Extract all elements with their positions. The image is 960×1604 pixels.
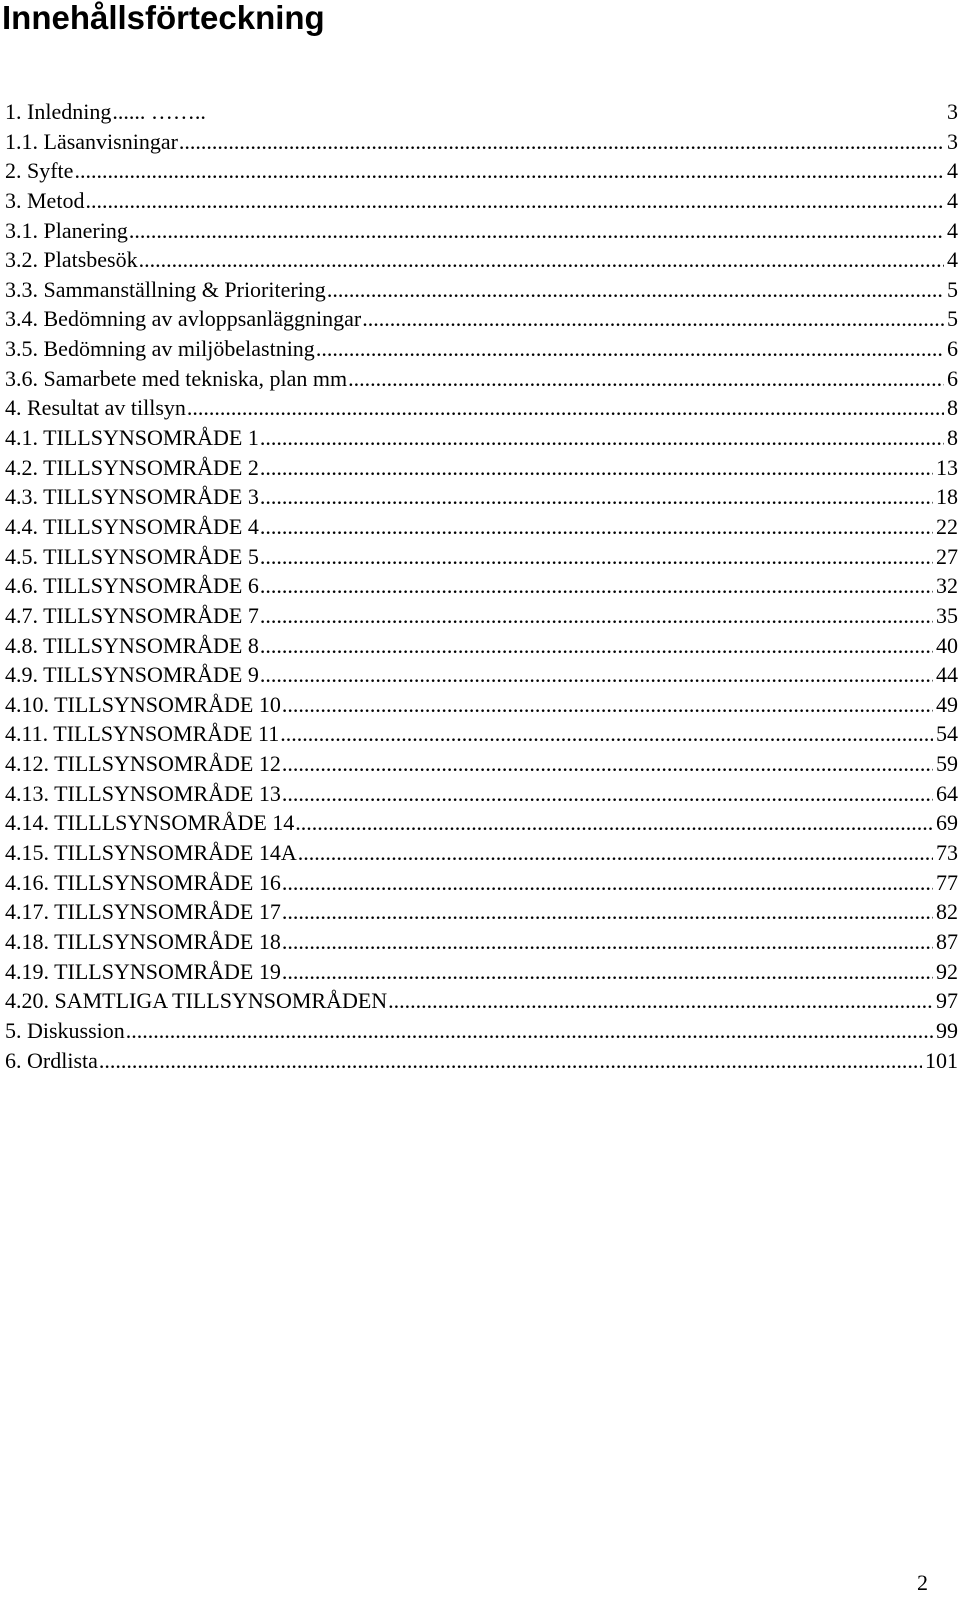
toc-entry-page: 54 [936,721,958,747]
toc-entry-label: 4.5. TILLSYNSOMRÅDE 5 [5,543,259,569]
toc-entry-leader [126,1016,933,1046]
toc-entry-label: 4.1. TILLSYNSOMRÅDE 1 [5,425,259,451]
toc-entry[interactable] [5,719,958,749]
toc-entry-label: 4.12. TILLSYNSOMRÅDE 12 [5,751,281,777]
toc-entry[interactable] [5,838,958,868]
toc-entry-page: 4 [947,158,958,184]
toc-entry-page: 35 [936,602,958,628]
toc-entry-leader [282,868,933,898]
toc-entry[interactable] [5,690,958,720]
toc-entry-label: 3. Metod [5,187,85,213]
toc-entry-label: 4.13. TILLSYNSOMRÅDE 13 [5,780,281,806]
toc-entry[interactable] [5,156,958,186]
toc-entry-label: 1. Inledning [5,99,112,124]
toc-entry-leader [179,127,944,157]
toc-entry-label: 4.4. TILLSYNSOMRÅDE 4 [5,513,259,539]
toc-entry-label: 3.5. Bedömning av miljöbelastning [5,336,315,362]
toc-entry-label: 4. Resultat av tillsyn [5,395,186,421]
toc-entry-page: 5 [947,306,958,332]
toc-entry-label: 3.2. Platsbesök [5,247,138,273]
toc-entry[interactable] [5,631,958,661]
toc-entry-page: 6 [947,336,958,362]
toc-entry-leader [298,838,933,868]
toc-entry-page: 13 [936,454,958,480]
toc-entry-label: 4.2. TILLSYNSOMRÅDE 2 [5,454,259,480]
toc-entry-label: 4.14. TILLLSYNSOMRÅDE 14 [5,810,295,836]
toc-entry-label: 4.20. SAMTLIGA TILLSYNSOMRÅDEN [5,988,388,1014]
toc-entry-leader [362,304,944,334]
toc-entry-page: 97 [936,988,958,1014]
toc-entry-page: 73 [936,840,958,866]
toc-entry[interactable] [5,986,958,1016]
toc-entry-page: 69 [936,810,958,836]
toc-entry-leader [282,779,933,809]
toc-entry[interactable] [5,957,958,987]
toc-entry-page: 22 [936,513,958,539]
toc-entry-leader [282,927,933,957]
toc-entry-label: 4.19. TILLSYNSOMRÅDE 19 [5,958,281,984]
toc-entry-page: 64 [936,780,958,806]
toc-entry-label: 3.3. Sammanställning & Prioritering [5,276,326,302]
toc-entry-label: 5. Diskussion [5,1017,125,1043]
toc-entry-page: 6 [947,365,958,391]
toc-entry-page: 32 [936,573,958,599]
toc-entry-page: 3 [947,99,958,124]
toc-entry[interactable] [5,1016,958,1046]
toc-entry[interactable] [5,453,958,483]
toc-entry-page: 4 [947,217,958,243]
toc-entry[interactable] [5,1046,958,1076]
toc-entry-label: 3.1. Planering [5,217,128,243]
toc-entry-label: 4.15. TILLSYNSOMRÅDE 14A [5,840,297,866]
page-title: Innehållsförteckning [2,0,325,36]
toc-entry[interactable] [5,304,958,334]
toc-entry-label: 4.8. TILLSYNSOMRÅDE 8 [5,632,259,658]
toc-entry[interactable] [5,512,958,542]
toc-entry-page: 82 [936,899,958,925]
toc-entry-leader [327,275,944,305]
toc-entry-page: 40 [936,632,958,658]
toc-entry[interactable] [5,571,958,601]
toc-entry[interactable] [5,245,958,275]
toc-entry[interactable] [5,749,958,779]
toc-entry[interactable] [5,897,958,927]
toc-entry-label: 3.6. Samarbete med tekniska, plan mm [5,365,348,391]
toc-entry-label: 2. Syfte [5,158,74,184]
toc-entry-page: 59 [936,751,958,777]
toc-entry-leader [260,423,944,453]
toc-entry[interactable] [5,393,958,423]
toc-entry-page: 18 [936,484,958,510]
toc-entry-leader [282,690,933,720]
toc-entry-page: 99 [936,1017,958,1043]
toc-entry[interactable] [5,927,958,957]
toc-entry-page: 4 [947,187,958,213]
toc-entry-leader [282,749,933,779]
toc-entry[interactable] [5,127,958,157]
toc-entry-label: 4.18. TILLSYNSOMRÅDE 18 [5,928,281,954]
toc-entry-label: 1.1. Läsanvisningar [5,128,178,154]
toc-entry-leader [260,482,933,512]
toc-entry[interactable] [5,482,958,512]
toc-entry-page: 49 [936,691,958,717]
toc-entry[interactable] [5,334,958,364]
toc-entry-label: 4.9. TILLSYNSOMRÅDE 9 [5,662,259,688]
toc-entry-leader [187,393,944,423]
toc-entry-leader: ...... …….. [112,99,206,124]
toc-entry[interactable] [5,216,958,246]
toc-entry-label: 4.7. TILLSYNSOMRÅDE 7 [5,602,259,628]
toc-entry-leader [139,245,944,275]
toc-entry-leader [129,216,944,246]
toc-entry[interactable] [5,97,958,127]
toc-entry-page: 77 [936,869,958,895]
toc-entry[interactable] [5,275,958,305]
toc-entry[interactable] [5,423,958,453]
toc-entry-page: 101 [925,1047,958,1073]
toc-entry-page: 27 [936,543,958,569]
toc-entry[interactable] [5,660,958,690]
toc-entry-leader [260,512,933,542]
toc-entry-leader [260,660,933,690]
toc-entry-leader [74,156,944,186]
toc-entry-label: 4.6. TILLSYNSOMRÅDE 6 [5,573,259,599]
toc-entry-page: 4 [947,247,958,273]
toc-entry-leader [316,334,944,364]
toc-entry[interactable] [5,868,958,898]
toc-entry-leader [280,719,933,749]
toc-entry-page: 3 [947,128,958,154]
toc-entry-leader [282,957,933,987]
toc-entry-page: 8 [947,395,958,421]
toc-entry[interactable] [5,808,958,838]
toc-entry-leader [388,986,933,1016]
toc-entry[interactable] [5,779,958,809]
toc-entry-page: 5 [947,276,958,302]
toc-entry-leader [260,542,933,572]
toc-entry-label: 3.4. Bedömning av avloppsanläggningar [5,306,362,332]
table-of-contents [5,97,958,1075]
toc-entry-label: 4.11. TILLSYNSOMRÅDE 11 [5,721,280,747]
toc-entry[interactable] [5,601,958,631]
toc-entry-label: 4.17. TILLSYNSOMRÅDE 17 [5,899,281,925]
toc-entry-label: 6. Ordlista [5,1047,98,1073]
toc-entry-leader [260,631,933,661]
toc-entry-label: 4.16. TILLSYNSOMRÅDE 16 [5,869,281,895]
toc-entry-leader [260,453,933,483]
toc-entry-leader [260,571,933,601]
page-number: 2 [917,1570,928,1595]
toc-entry-page: 44 [936,662,958,688]
toc-entry-leader [99,1046,922,1076]
toc-entry-page: 8 [947,425,958,451]
toc-entry[interactable] [5,186,958,216]
toc-entry-page: 92 [936,958,958,984]
toc-entry-leader [295,808,933,838]
toc-entry-label: 4.3. TILLSYNSOMRÅDE 3 [5,484,259,510]
toc-entry[interactable] [5,364,958,394]
toc-entry-leader [282,897,933,927]
toc-entry-leader [85,186,944,216]
toc-entry-leader [260,601,933,631]
toc-entry-leader [348,364,944,394]
toc-entry[interactable] [5,542,958,572]
toc-entry-page: 87 [936,928,958,954]
toc-entry-label: 4.10. TILLSYNSOMRÅDE 10 [5,691,281,717]
